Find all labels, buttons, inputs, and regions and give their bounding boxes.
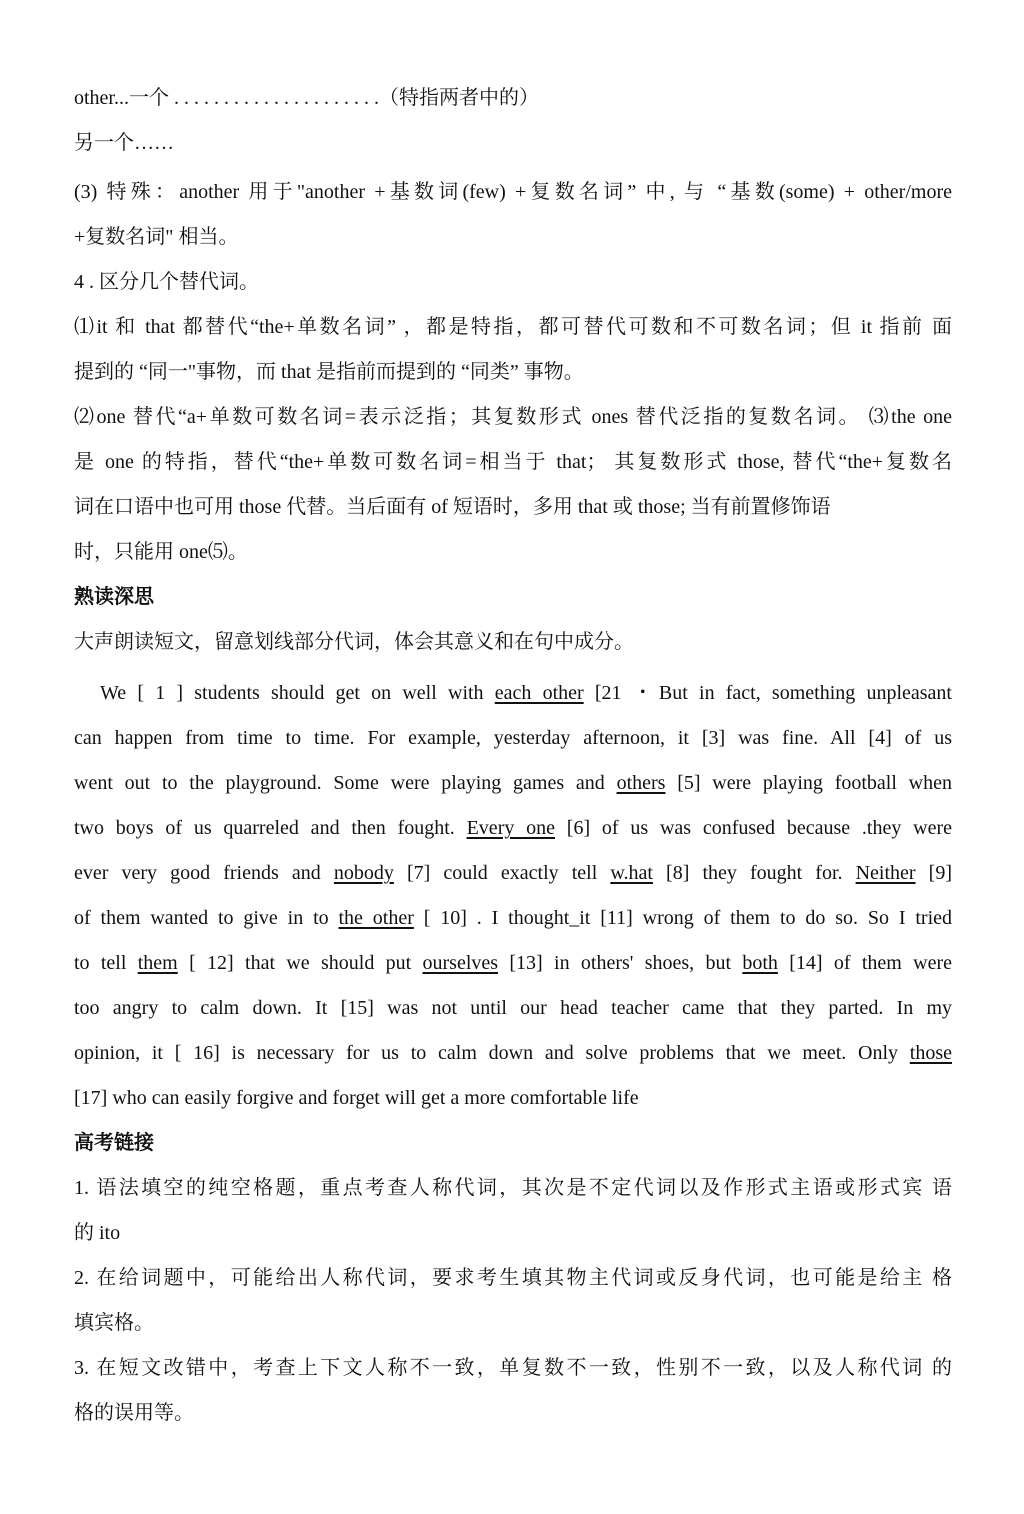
text-line: 时，只能用 one⑸。 [74, 541, 248, 563]
underlined-pronoun: the other [338, 907, 414, 929]
list-item-continuation: 填宾格。 [74, 1312, 154, 1334]
underlined-pronoun: those [909, 1042, 952, 1064]
text-line: 4 . 区分几个替代词。 [74, 271, 259, 293]
underlined-pronoun: Every one [466, 817, 556, 839]
section-heading: 熟读深思 [74, 586, 154, 608]
underlined-pronoun: each other [494, 682, 584, 704]
underlined-pronoun: others [616, 772, 666, 794]
text-line: ⑴it 和 that 都替代“the+单数名词” ，都是特指，都可替代可数和不可数名词；但 it 指前 面 [74, 316, 952, 338]
section-heading: 高考链接 [74, 1132, 154, 1154]
reading-passage [74, 671, 952, 1121]
text-line: (3) 特殊：another 用于"another +基数词(few) +复数名词” 中, 与 “基数(some) + other/more [74, 181, 952, 203]
text-line: 是 one 的特指，替代“the+单数可数名词=相当于 that； 其复数形式 those, 替代“the+复数名 [74, 451, 952, 473]
underlined-pronoun: both [742, 952, 778, 974]
list-item: 1. 语法填空的纯空格题，重点考查人称代词，其次是不定代词以及作形式主语或形式宾 语 [74, 1177, 952, 1199]
underlined-pronoun: nobody [333, 862, 394, 884]
list-item: 3. 在短文改错中，考查上下文人称不一致，单复数不一致，性别不一致，以及人称代词 的 [74, 1357, 952, 1379]
list-item-continuation: 的 ito [74, 1222, 121, 1244]
underlined-pronoun: Neither [855, 862, 916, 884]
passage-line: [17] who can easily forgive and forget will get a more comfortable life [74, 1087, 639, 1109]
document-page [74, 76, 952, 1436]
passage-line: We [ 1 ] students should get on well with each other [21 ・But in fact, something unpleasant [100, 682, 952, 704]
text-line: 提到的 “同一"事物，而 that 是指前而提到的 “同类” 事物。 [74, 361, 584, 383]
passage-line: to tell them [ 12] that we should put ourselves [13] in others' shoes, but both [14] of them were [74, 952, 952, 974]
passage-line: too angry to calm down. It [15] was not until our head teacher came that they parted. In my [74, 997, 952, 1019]
underlined-pronoun: w.hat [610, 862, 653, 884]
passage-line: went out to the playground. Some were playing games and others [5] were playing football when [74, 772, 952, 794]
underlined-pronoun: them [137, 952, 178, 974]
passage-line: two boys of us quarreled and then fought. Every one [6] of us was confused because .they were [74, 817, 952, 839]
list-item-continuation: 格的误用等。 [74, 1402, 194, 1424]
text-line: +复数名词" 相当。 [74, 226, 239, 248]
underlined-pronoun: ourselves [422, 952, 499, 974]
list-item: 2. 在给词题中，可能给出人称代词，要求考生填其物主代词或反身代词，也可能是给主 格 [74, 1267, 952, 1289]
passage-line: of them wanted to give in to the other [ 10] . I thought_it [11] wrong of them to do so. So I tried [74, 907, 952, 929]
passage-line: can happen from time to time. For example, yesterday afternoon, it [3] was fine. All [4] of us [74, 727, 952, 749]
passage-line: opinion, it [ 16] is necessary for us to calm down and solve problems that we meet. Only those [74, 1042, 952, 1064]
text-line: 词在口语中也可用 those 代替。当后面有 of 短语时，多用 that 或 those; 当有前置修饰语 [74, 496, 831, 518]
text-line: ⑵one 替代“a+单数可数名词=表示泛指；其复数形式 ones 替代泛指的复数名词。 ⑶the one [74, 406, 952, 428]
text-line: 另一个…… [74, 132, 174, 154]
instruction-text: 大声朗读短文，留意划线部分代词，体会其意义和在句中成分。 [74, 631, 634, 653]
text-line: other...一个 . . . . . . . . . . . . . . . . . . . . .（特指两者中的） [74, 87, 539, 109]
passage-line: ever very good friends and nobody [7] could exactly tell w.hat [8] they fought for. Neither [9] [74, 862, 952, 884]
